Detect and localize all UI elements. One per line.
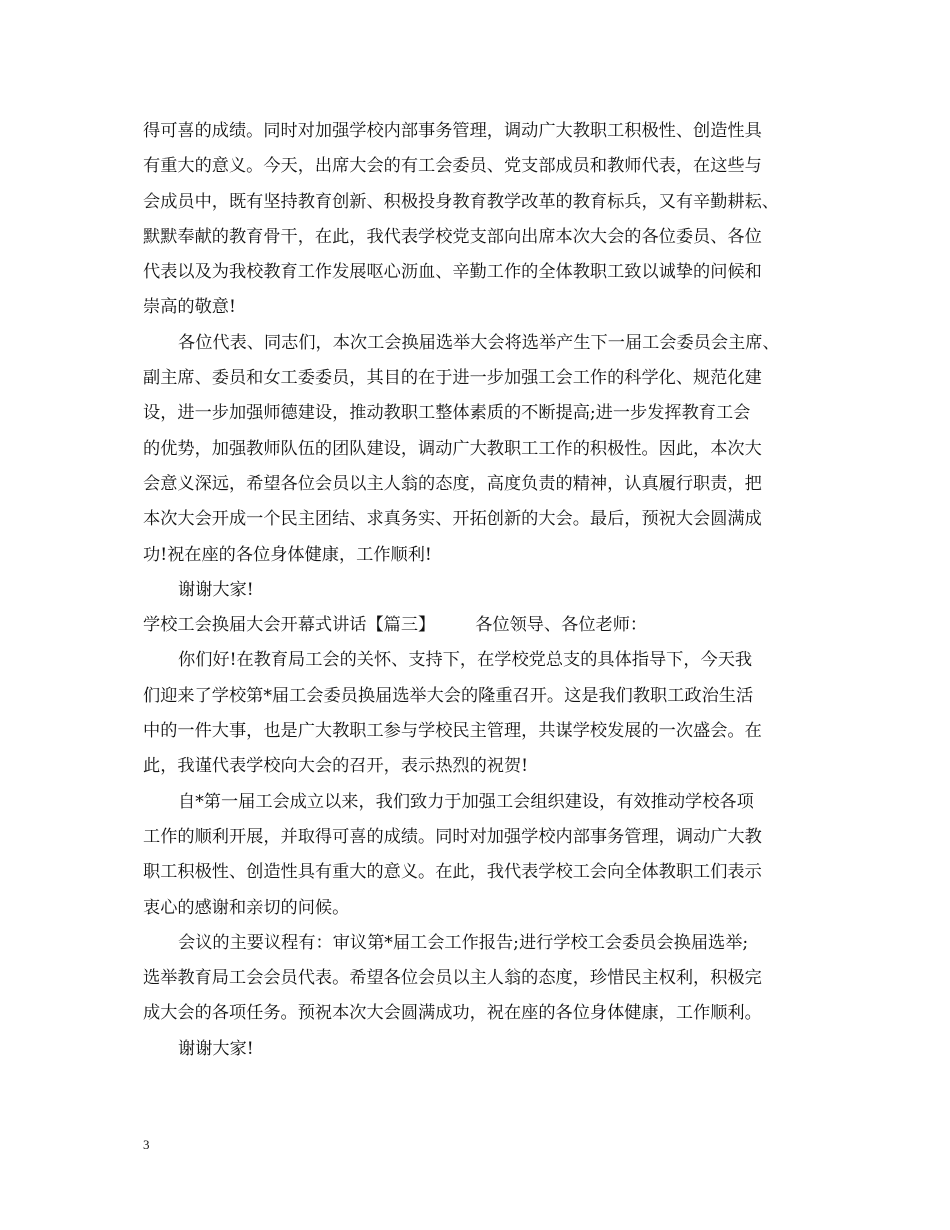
- text-line: 职工积极性、创造性具有重大的意义。在此，我代表学校工会向全体教职工们表示: [143, 862, 762, 883]
- text-line: 有重大的意义。今天，出席大会的有工会委员、党支部成员和教师代表，在这些与: [143, 156, 762, 177]
- section-title: 学校工会换届大会开幕式讲话【篇三】: [143, 615, 436, 636]
- text-line: 副主席、委员和女工委委员，其目的在于进一步加强工会工作的科学化、规范化建: [143, 368, 762, 389]
- page-number: 3: [143, 1137, 150, 1152]
- text-line: 自*第一届工会成立以来，我们致力于加强工会组织建设，有效推动学校各项: [178, 791, 754, 812]
- salutation: 各位领导、各位老师：: [475, 615, 648, 636]
- text-line: 谢谢大家!: [178, 1038, 254, 1059]
- text-line: 会意义深远，希望各位会员以主人翁的态度，高度负责的精神，认真履行职责，把: [143, 473, 762, 494]
- text-line: 会成员中，既有坚持教育创新、积极投身教育教学改革的教育标兵，又有辛勤耕耘、: [143, 191, 779, 212]
- text-line: 的优势，加强教师队伍的团队建设，调动广大教职工工作的积极性。因此，本次大: [143, 438, 762, 459]
- text-line: 工作的顺利开展，并取得可喜的成绩。同时对加强学校内部事务管理，调动广大教: [143, 826, 762, 847]
- text-line: 中的一件大事，也是广大教职工参与学校民主管理，共谋学校发展的一次盛会。在: [143, 721, 762, 742]
- text-line: 崇高的敬意!: [143, 297, 236, 318]
- text-line: 会议的主要议程有：审议第*届工会工作报告;进行学校工会委员会换届选举;: [178, 932, 749, 953]
- text-line: 们迎来了学校第*届工会委员换届选举大会的隆重召开。这是我们教职工政治生活: [143, 685, 754, 706]
- text-line: 选举教育局工会会员代表。希望各位会员以主人翁的态度，珍惜民主权利，积极完: [143, 968, 762, 989]
- text-line: 默默奉献的教育骨干，在此，我代表学校党支部向出席本次大会的各位委员、各位: [143, 226, 762, 247]
- text-line: 成大会的各项任务。预祝本次大会圆满成功，祝在座的各位身体健康，工作顺利。: [143, 1003, 762, 1024]
- text-line: 功!祝在座的各位身体健康，工作顺利!: [143, 544, 432, 565]
- text-line: 衷心的感谢和亲切的问候。: [143, 897, 350, 918]
- section-heading-line: [143, 608, 818, 643]
- text-line: 得可喜的成绩。同时对加强学校内部事务管理，调动广大教职工积极性、创造性具: [143, 121, 762, 141]
- text-line: 本次大会开成一个民主团结、求真务实、开拓创新的大会。最后，预祝大会圆满成: [143, 509, 762, 530]
- text-line: 设，进一步加强师德建设，推动教职工整体素质的不断提高;进一步发挥教育工会: [143, 403, 751, 424]
- document-body: [143, 114, 818, 1067]
- text-line: 谢谢大家!: [178, 579, 254, 600]
- text-line: 此，我谨代表学校向大会的召开，表示热烈的祝贺!: [143, 756, 529, 777]
- text-line: 你们好!在教育局工会的关怀、支持下，在学校党总支的具体指导下，今天我: [178, 650, 753, 671]
- text-line: 各位代表、同志们，本次工会换届选举大会将选举产生下一届工会委员会主席、: [178, 332, 780, 353]
- text-line: 代表以及为我校教育工作发展呕心沥血、辛勤工作的全体教职工致以诚挚的问候和: [143, 262, 762, 283]
